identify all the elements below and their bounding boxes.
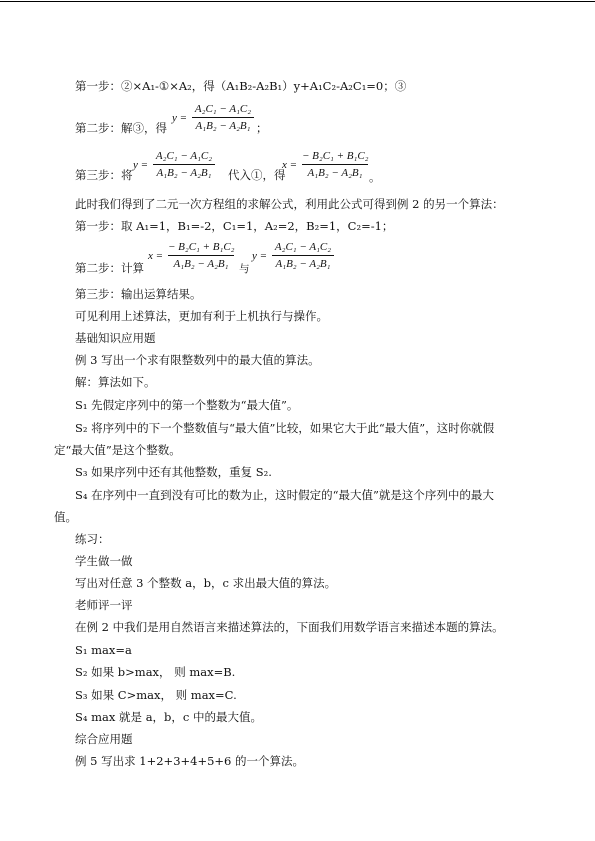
fraction-bar bbox=[192, 117, 254, 118]
step3-line-b: 代入①，得 bbox=[228, 168, 286, 182]
text-line: 写出对任意 3 个整数 a，b，c 求出最大值的算法。 bbox=[75, 576, 337, 590]
step2-compute-line: 第二步：计算 bbox=[75, 261, 144, 275]
formula-y-step2 bbox=[172, 103, 262, 137]
step1-values-line: 第一步：取 A₁=1，B₁=-2，C₁=1，A₂=2，B₂=1，C₂=-1； bbox=[75, 219, 394, 233]
step-s2-cont: 定“最大值”是这个整数。 bbox=[54, 443, 181, 457]
formula-x-step3 bbox=[282, 150, 374, 184]
subheading: 老师评一评 bbox=[75, 598, 133, 612]
formula-numerator: − B₂C₁ + B₁C₂ bbox=[168, 241, 235, 253]
formula-denominator: A₁B₂ − A₂B₁ bbox=[275, 258, 331, 270]
formula-y-step3 bbox=[133, 150, 223, 184]
step2-line: 第二步：解③，得 bbox=[75, 121, 167, 135]
step-s4: S₄ 在序列中一直到没有可比的数为止，这时假定的“最大值”就是这个序列中的最大 bbox=[75, 488, 494, 502]
step-s3: S₃ 如果 C>max， 则 max=C. bbox=[75, 688, 237, 702]
fraction-bar bbox=[272, 255, 334, 256]
step3-line-a: 第三步：将 bbox=[75, 168, 133, 182]
formula-x-compute bbox=[148, 241, 240, 275]
formula-lhs: y = bbox=[172, 112, 188, 124]
formula-denominator: A₁B₂ − A₂B₁ bbox=[156, 167, 212, 179]
step-s2: S₂ 将序列中的下一个整数值与“最大值”比较，如果它大于此“最大值”，这时你就假 bbox=[75, 421, 495, 435]
formula-lhs: x = bbox=[282, 159, 298, 171]
step1-line: 第一步：②×A₁-①×A₂，得（A₁B₂-A₂B₁）y+A₁C₂-A₂C₁=0；③ bbox=[75, 79, 407, 93]
formula-numerator: A₂C₁ − A₁C₂ bbox=[274, 241, 332, 253]
exercise-heading: 练习： bbox=[75, 532, 110, 546]
formula-numerator: − B₂C₁ + B₁C₂ bbox=[302, 150, 369, 162]
section-heading: 综合应用题 bbox=[75, 732, 133, 746]
formula-denominator: A₁B₂ − A₂B₁ bbox=[195, 120, 251, 132]
example-title: 例 5 写出求 1+2+3+4+5+6 的一个算法。 bbox=[75, 754, 305, 768]
fraction-bar bbox=[302, 164, 368, 165]
formula-denominator: A₁B₂ − A₂B₁ bbox=[173, 258, 229, 270]
formula-y-compute bbox=[252, 241, 342, 275]
step3-output-line: 第三步：输出运算结果。 bbox=[75, 287, 202, 301]
step-s2: S₂ 如果 b>max， 则 max=B. bbox=[75, 665, 236, 679]
formula-lhs: y = bbox=[133, 159, 149, 171]
fraction-bar bbox=[168, 255, 234, 256]
step2-tail: ； bbox=[256, 121, 268, 135]
step-s1: S₁ 先假定序列中的第一个整数为“最大值”。 bbox=[75, 398, 299, 412]
page-top-rule bbox=[0, 1, 595, 2]
step3-tail: 。 bbox=[369, 170, 381, 184]
formula-numerator: A₂C₁ − A₁C₂ bbox=[155, 150, 213, 162]
and-word: 与 bbox=[239, 263, 250, 275]
subheading: 学生做一做 bbox=[75, 554, 133, 568]
formula-lhs: x = bbox=[148, 250, 164, 262]
step-s3: S₃ 如果序列中还有其他整数，重复 S₂. bbox=[75, 465, 272, 479]
solution-line: 解：算法如下。 bbox=[75, 375, 156, 389]
fraction-bar bbox=[153, 164, 215, 165]
formula-denominator: A₁B₂ − A₂B₁ bbox=[307, 167, 363, 179]
step-s1: S₁ max=a bbox=[75, 643, 132, 657]
formula-lhs: y = bbox=[252, 250, 268, 262]
text-line: 在例 2 中我们是用自然语言来描述算法的，下面我们用数学语言来描述本题的算法。 bbox=[75, 620, 504, 634]
step-s4: S₄ max 就是 a，b，c 中的最大值。 bbox=[75, 710, 263, 724]
section-heading: 基础知识应用题 bbox=[75, 331, 156, 345]
example-title: 例 3 写出一个求有限整数列中的最大值的算法。 bbox=[75, 353, 320, 367]
text-line: 此时我们得到了二元一次方程组的求解公式，利用此公式可得到例 2 的另一个算法： bbox=[75, 197, 504, 211]
step-s4-cont: 值。 bbox=[54, 510, 77, 524]
text-line: 可见利用上述算法，更加有利于上机执行与操作。 bbox=[75, 309, 328, 323]
formula-numerator: A₂C₁ − A₁C₂ bbox=[194, 103, 252, 115]
